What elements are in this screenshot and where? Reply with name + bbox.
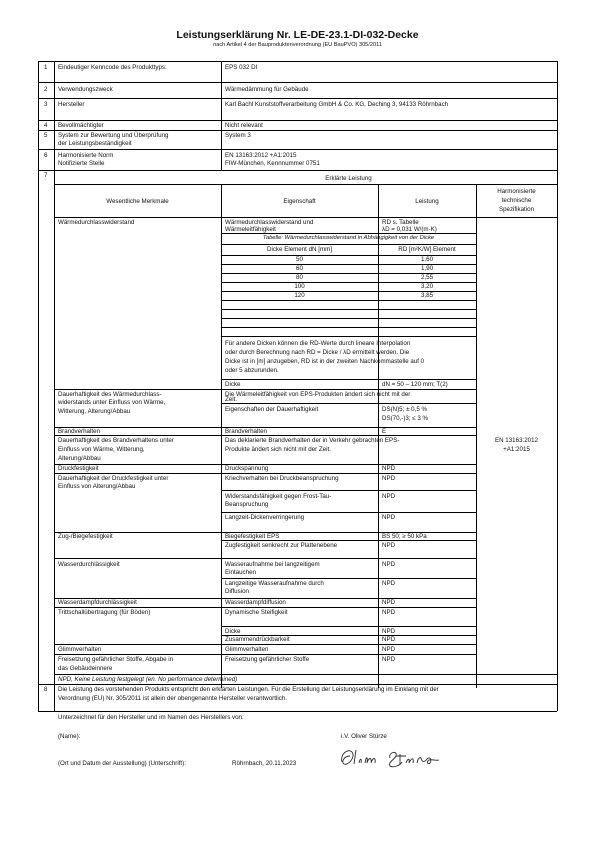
- leistung-value: NPD: [382, 493, 396, 500]
- leistung-value: NPD: [382, 646, 396, 653]
- eigenschaft-label: Die Wärmeleitfähigkeit von EPS-Produkten ändert sich nicht mit der: [225, 391, 411, 398]
- table-cell: 100: [294, 283, 305, 290]
- field-value: System 3: [225, 132, 251, 139]
- row-number: 8: [44, 686, 48, 693]
- page-title: Leistungserklärung Nr. LE-DE-23.1-DI-032-Decke: [176, 29, 419, 41]
- eigenschaft-label: Glimmverhalten: [225, 646, 269, 653]
- note-text: Dicke ist in [m] anzugeben, RD ist in der zweiten Nachkommastelle auf 0: [225, 358, 425, 365]
- signed-for-text: Unterzeichnet für den Hersteller und im Namen des Herstellers von:: [58, 714, 244, 721]
- field-label: Bevollmächtigter: [58, 122, 104, 129]
- eigenschaft-label: Zeit.: [225, 396, 238, 403]
- merkmal-label: Zug-/Biegefestigkeit: [58, 533, 113, 540]
- eigenschaft-label: Widerstandsfähigkeit gegen Frost-Tau-: [225, 493, 332, 500]
- column-header: technische: [501, 197, 532, 204]
- eigenschaft-label: Eintauchen: [225, 569, 256, 576]
- field-label: Hersteller: [58, 101, 85, 108]
- field-value: Karl Bachl Kunststoffverarbeitung GmbH & Co. KG, Deching 3, 94133 Röhrnbach: [225, 101, 449, 108]
- row-number: 4: [44, 122, 48, 129]
- row-number: 5: [44, 132, 48, 139]
- declaration-text: Verordnung (EU) Nr. 305/2011 ist allein der obengenannte Hersteller verantwortlich.: [58, 695, 287, 702]
- leistung-value: DS(N)5; ± 0,5 %: [382, 406, 428, 413]
- leistung-value: λD = 0,031 W/(m·K): [382, 226, 437, 233]
- eigenschaft-label: Diffusion: [225, 588, 249, 595]
- leistung-value: E: [382, 428, 387, 435]
- table-cell: 50: [296, 256, 303, 263]
- eigenschaft-label: Brandverhalten: [225, 428, 267, 435]
- table-cell: 1,60: [420, 256, 434, 263]
- merkmal-label: Alterung/Abbau: [58, 455, 101, 462]
- row-number: 3: [44, 101, 48, 108]
- eigenschaft-label: Wärmedurchlasswiderstand und: [225, 219, 314, 226]
- table-cell: 120: [294, 292, 305, 299]
- merkmal-label: das Gebäudeinnere: [58, 665, 113, 672]
- table-caption: Tabelle: Wärmedurchlasswiderstand in Abhängigkeit von der Dicke: [262, 235, 435, 241]
- section-heading: Erklärte Leistung: [325, 175, 372, 182]
- eigenschaft-label: Dicke: [225, 628, 241, 635]
- column-header: Harmonisierte: [497, 188, 536, 195]
- npd-note: NPD, Keine Leistung festgelegt (en. No performance determined): [58, 676, 238, 683]
- leistung-value: NPD: [382, 514, 396, 521]
- eigenschaft-label: Wasserdampfdiffusion: [225, 599, 286, 606]
- signature: [338, 744, 443, 772]
- place-date-label: (Ort und Datum der Ausstellung) (Unterschrift):: [58, 760, 186, 767]
- leistung-value: dN = 50 – 120 mm; T(2): [382, 381, 448, 388]
- note-text: oder 5 abzurunden.: [225, 367, 279, 374]
- field-value: EPS 032 DI: [225, 64, 258, 71]
- eigenschaft-label: Kriechverhalten bei Druckbeanspruchung: [225, 475, 339, 482]
- field-label: Notifizierte Stelle: [58, 160, 105, 167]
- eigenschaft-label: Eigenschaften der Dauerhaftigkeit: [225, 406, 319, 413]
- eigenschaft-label: Langzeitige Wasseraufnahme durch: [225, 580, 324, 587]
- merkmal-label: Wasserdampfdurchlässigkeit: [58, 599, 137, 606]
- merkmal-label: Glimmverhalten: [58, 646, 102, 653]
- field-label: System zur Bewertung und Überprüfung: [58, 132, 169, 139]
- merkmal-label: Witterung, Alterung/Abbau: [58, 408, 131, 415]
- field-label: Verwendungszweck: [58, 86, 113, 93]
- eigenschaft-label: Druckspannung: [225, 465, 269, 472]
- merkmal-label: Freisetzung gefährlicher Stoffe, Abgabe in: [58, 656, 174, 663]
- eigenschaft-label: Beanspruchung: [225, 501, 269, 508]
- row-number: 7: [44, 172, 48, 179]
- eigenschaft-label: Wasseraufnahme bei langzeitigem: [225, 561, 320, 568]
- column-header: Eigenschaft: [283, 198, 316, 205]
- field-label: Eindeutiger Kenncode des Produkttyps:: [58, 64, 167, 71]
- leistung-value: NPD: [382, 542, 396, 549]
- eigenschaft-label: Dicke: [225, 381, 241, 388]
- norm-reference: +A1:2015: [503, 446, 530, 453]
- table-cell: 3,85: [420, 292, 434, 299]
- leistung-value: NPD: [382, 636, 396, 643]
- norm-reference: EN 13163:2012: [494, 437, 538, 444]
- leistung-value: NPD: [382, 656, 396, 663]
- leistung-value: NPD: [382, 628, 396, 635]
- column-header: Spezifikation: [498, 206, 535, 213]
- field-label: der Leistungsbeständigkeit: [58, 140, 132, 147]
- leistung-value: NPD: [382, 561, 396, 568]
- eigenschaft-label: Zugfestigkeit senkrecht zur Plattenebene: [225, 542, 338, 549]
- table-cell: 60: [296, 265, 303, 272]
- leistung-value: NPD: [382, 599, 396, 606]
- column-header: Leistung: [415, 198, 439, 205]
- leistung-value: NPD: [382, 609, 396, 616]
- merkmal-label: Wasserdurchlässigkeit: [58, 561, 120, 568]
- merkmal-label: Einfluss von Wärme, Witterung,: [58, 446, 145, 453]
- field-value: Nicht relevant: [225, 122, 263, 129]
- field-label: Harmonisierte Norm: [58, 152, 114, 159]
- row-number: 1: [44, 64, 48, 71]
- eigenschaft-label: Freisetzung gefährlicher Stoffe: [225, 656, 310, 663]
- note-text: Für andere Dicken können die RD-Werte durch lineare Interpolation: [225, 340, 411, 347]
- table-cell: 1,90: [420, 265, 434, 272]
- table-cell: 80: [296, 274, 303, 281]
- table-cell: 2,55: [420, 274, 434, 281]
- eigenschaft-label: Biegefestigkeit EPS: [225, 533, 280, 540]
- merkmal-label: widerstands unter Einfluss von Wärme,: [58, 399, 166, 406]
- place-date-value: Röhrnbach, 20.11.2023: [232, 760, 297, 767]
- eigenschaft-label: Langzeit-Dickenverringerung: [225, 514, 305, 521]
- row-number: 6: [44, 152, 48, 159]
- merkmal-label: Dauerhaftigkeit des Brandverhaltens unter: [58, 437, 174, 444]
- field-value: Wärmedämmung für Gebäude: [225, 86, 309, 93]
- row-number: 2: [44, 86, 48, 93]
- column-header: Dicke Element dN [mm]: [267, 246, 332, 253]
- leistung-value: NPD: [382, 475, 396, 482]
- merkmal-label: Dauerhaftigkeit der Druckfestigkeit unter: [58, 475, 169, 482]
- leistung-value: NPD: [382, 465, 396, 472]
- leistung-value: RD s. Tabelle: [382, 219, 419, 226]
- table-cell: 3,20: [420, 283, 434, 290]
- name-label: (Name):: [58, 733, 81, 740]
- note-text: oder durch Berechnung nach RD = Dicke / λD ermittelt werden. Die: [225, 349, 410, 356]
- leistung-value: NPD: [382, 580, 396, 587]
- declaration-text: Die Leistung des vorstehenden Produkts entspricht den erklärten Leistungen. Für die Erstellung der Leistungserklärung im Einklang mit der: [58, 686, 439, 693]
- merkmal-label: Einfluss von Alterung/Abbau: [58, 483, 136, 490]
- eigenschaft-label: Produkte ändert sich nicht mit der Zeit.: [225, 446, 331, 453]
- merkmal-label: Druckfestigkeit: [58, 465, 99, 472]
- page-subtitle: nach Artikel 4 der Bauproduktenverordnung (EU BauPVO) 305/2011: [213, 42, 382, 48]
- leistung-value: DS(70,-)3; ≤ 3 %: [382, 415, 429, 422]
- field-value: EN 13163:2012 +A1:2015: [225, 152, 297, 159]
- merkmal-label: Dauerhaftigkeit des Wärmedurchlass-: [58, 391, 162, 398]
- column-header: Wesentliche Merkmale: [106, 198, 169, 205]
- column-header: RD [m²K/W] Element: [398, 246, 456, 253]
- merkmal-label: Brandverhalten: [58, 428, 100, 435]
- eigenschaft-label: Zusammendrückbarkeit: [225, 636, 290, 643]
- field-value: FIW-München, Kennnummer 0751: [225, 160, 320, 167]
- eigenschaft-label: Das deklarierte Brandverhalten der in Verkehr gebrachten EPS-: [225, 437, 400, 444]
- eigenschaft-label: Dynamische Steifigkeit: [225, 609, 288, 616]
- name-value: i.V. Oliver Stürze: [341, 733, 387, 740]
- eigenschaft-label: Wärmeleitfähigkeit: [225, 226, 276, 233]
- leistung-value: BS 50; ≥ 50 kPa: [382, 533, 427, 540]
- merkmal-label: Trittschallübertragung (für Böden): [58, 609, 151, 616]
- merkmal-label: Wärmedurchlasswiderstand: [58, 219, 135, 226]
